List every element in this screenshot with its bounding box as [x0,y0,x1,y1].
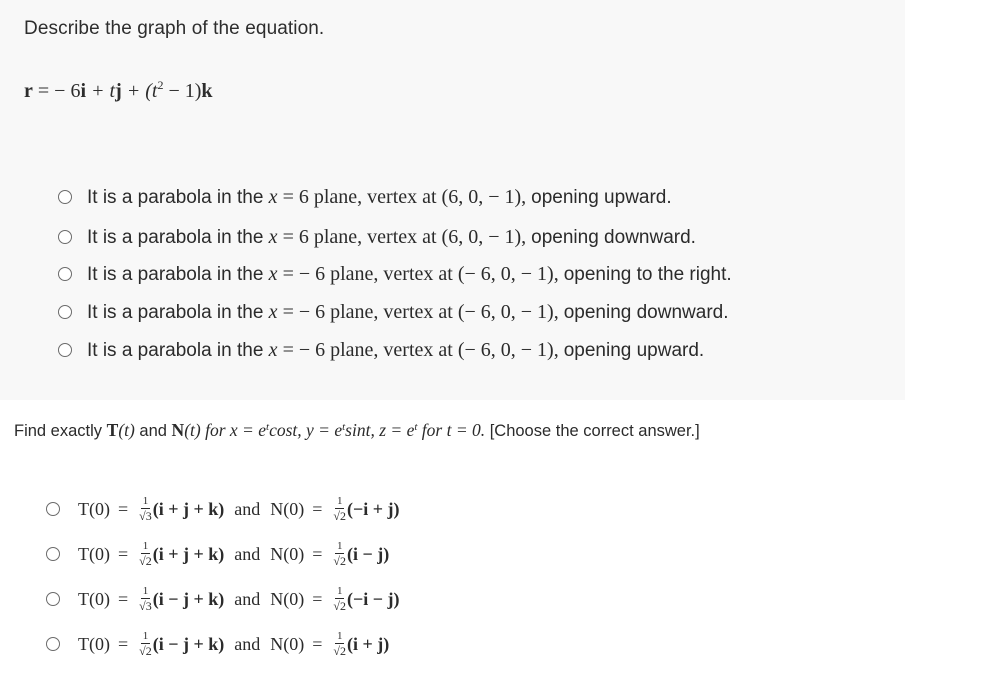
t-fraction: $\frac{1}{√2}$ [139,630,152,658]
t-vector: (i − j + k) [152,588,225,609]
n-lhs: N(0) [270,498,305,519]
question-1-prompt: Describe the graph of the equation. [24,18,325,39]
t-lhs: T(0) [78,588,110,609]
t-vector: (i + j + k) [152,543,225,564]
equation-plus-paren: + (t [121,80,158,102]
and-word: and [234,588,261,609]
radio-button[interactable] [58,190,72,204]
t-fraction: $\frac{1}{√3}$ [139,585,152,613]
n-fraction: $\frac{1}{√2}$ [333,540,346,568]
equation-minus-one: − 1) [163,80,202,102]
n-fraction: $\frac{1}{√2}$ [333,630,346,658]
n-fraction: $\frac{1}{√2}$ [333,495,346,523]
choice-1[interactable]: T(0) = $\frac{1}{√3}$ (i + j + k) and N(0) = $\frac{1}{√2}$ (−i + j) [46,492,400,526]
and-word: and [234,498,261,519]
n-fraction: $\frac{1}{√2}$ [333,585,346,613]
t-lhs: T(0) [78,498,110,519]
option-text: It is a parabola in the x = 6 plane, vertex at (6, 0, − 1), opening upward. [87,185,672,208]
t-fraction: $\frac{1}{√3}$ [139,495,152,523]
option-text: It is a parabola in the x = − 6 plane, vertex at (− 6, 0, − 1), opening upward. [87,338,705,361]
radio-button[interactable] [46,502,60,516]
n-vector: (i + j) [347,633,390,654]
option-3[interactable] [58,261,732,287]
option-text: It is a parabola in the x = 6 plane, vertex at (6, 0, − 1), opening downward. [87,225,696,248]
t-lhs: T(0) [78,543,110,564]
radio-button[interactable] [58,305,72,319]
option-text: It is a parabola in the x = − 6 plane, vertex at (− 6, 0, − 1), opening downward. [87,300,729,323]
option-text: It is a parabola in the x = − 6 plane, vertex at (− 6, 0, − 1), opening to the right. [87,262,732,285]
option-1[interactable] [58,184,672,210]
equation-k: k [201,80,213,102]
n-vector: (−i − j) [347,588,400,609]
radio-button[interactable] [46,547,60,561]
radio-button[interactable] [58,230,72,244]
choice-3[interactable]: T(0) = $\frac{1}{√3}$ (i − j + k) and N(0) = $\frac{1}{√2}$ (−i − j) [46,582,400,616]
t-fraction: $\frac{1}{√2}$ [139,540,152,568]
choice-4[interactable]: T(0) = $\frac{1}{√2}$ (i − j + k) and N(0) = $\frac{1}{√2}$ (i + j) [46,627,389,661]
and-word: and [234,543,261,564]
equation-plus-t: + t [86,80,116,102]
choice-2[interactable]: T(0) = $\frac{1}{√2}$ (i + j + k) and N(0) = $\frac{1}{√2}$ (i − j) [46,537,389,571]
option-4[interactable] [58,299,729,325]
vector-equation [24,80,213,103]
t-lhs: T(0) [78,633,110,654]
radio-button[interactable] [46,592,60,606]
equation-j: j [115,80,122,102]
n-lhs: N(0) [270,588,305,609]
t-vector: (i − j + k) [152,633,225,654]
and-word: and [234,633,261,654]
n-lhs: N(0) [270,633,305,654]
equation-rhs-1: = − 6 [32,80,81,102]
equation-r: r [24,80,33,102]
n-vector: (i − j) [347,543,390,564]
t-vector: (i + j + k) [152,498,225,519]
equation-exponent: 2 [157,78,164,92]
n-lhs: N(0) [270,543,305,564]
radio-button[interactable] [58,343,72,357]
radio-button[interactable] [58,267,72,281]
n-vector: (−i + j) [347,498,400,519]
option-2[interactable] [58,224,696,250]
option-5[interactable] [58,337,704,363]
equation-i: i [80,80,87,102]
radio-button[interactable] [46,637,60,651]
question-2-prompt: Find exactly T(t) and N(t) for $x = e^t\cos t$, $y = e^t\sin t$, $z = e^t$ for t = 0. [Choose the correct answer.] [14,420,700,440]
